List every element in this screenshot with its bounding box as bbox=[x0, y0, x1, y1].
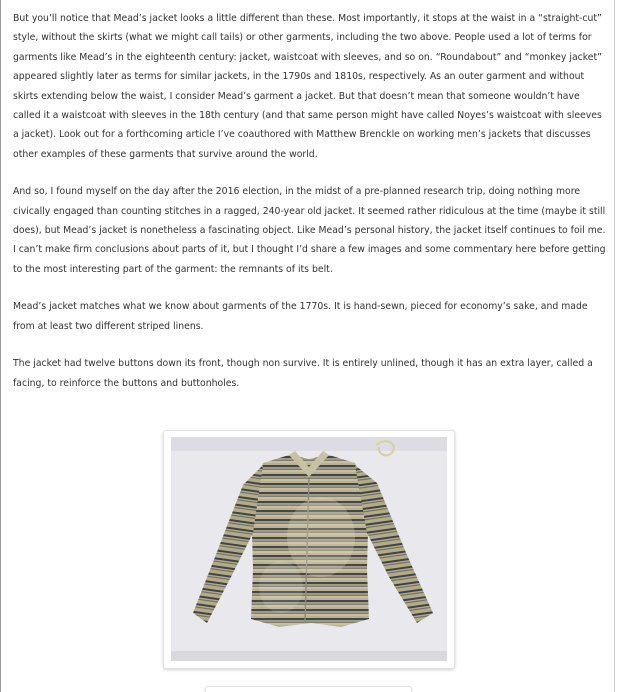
page-left-border bbox=[0, 0, 1, 692]
next-photo-card[interactable] bbox=[205, 686, 412, 692]
page-right-border bbox=[614, 0, 615, 692]
jacket-photo[interactable] bbox=[171, 437, 447, 661]
jacket-photo-card[interactable] bbox=[163, 430, 455, 669]
paragraph-4: The jacket had twelve buttons down its front, though non survive. It is entirely unlined, though it has an extra layer, called a facing, to reinforce the buttons and buttonholes. bbox=[13, 358, 593, 389]
paragraph-1: But you’ll notice that Mead’s jacket looks a little different than these. Most importantly, it stops at the waist in a “straight-cut” style, without the skirts (what we might call tails) or other garments, including the two above. People used a lot of terms for garments like Mead’s in the eighteenth century: jacket, waistcoat with sleeves, and so on. “Roundabout” and “monkey jacket” appeared slightly later as terms for similar jackets, in the 1790s and 1810s, respectively. As an outer garment and without skirts extending below the waist, I consider Mead’s garment a jacket. But that doesn’t mean that someone wouldn’t have called it a waistcoat with sleeves in the 18th century (and that same person might have called Noyes’s waistcoat with sleeves a jacket). Look out for a forthcoming article I’ve coauthored with Matthew Brenckle on working men’s jackets that discusses other examples of these garments that survive around the world. bbox=[13, 13, 602, 160]
paragraph-3: Mead’s jacket matches what we know about garments of the 1770s. It is hand-sewn, pieced for economy’s sake, and made from at least two different striped linens. bbox=[13, 301, 588, 332]
paragraph-2: And so, I found myself on the day after the 2016 election, in the midst of a pre-planned research trip, doing nothing more civically engaged than counting stitches in a ragged, 240-year old jacket. It seemed rather ridiculous at the time (maybe it still does), but Mead’s jacket is nonetheless a fascinating object. Like Mead’s personal history, the jacket itself continues to foil me. I can’t make firm conclusions about parts of it, but I thought I’d share a few images and some commentary here before getting to the most interesting part of the garment: the remnants of its belt. bbox=[13, 186, 606, 275]
article-body bbox=[13, 9, 608, 411]
